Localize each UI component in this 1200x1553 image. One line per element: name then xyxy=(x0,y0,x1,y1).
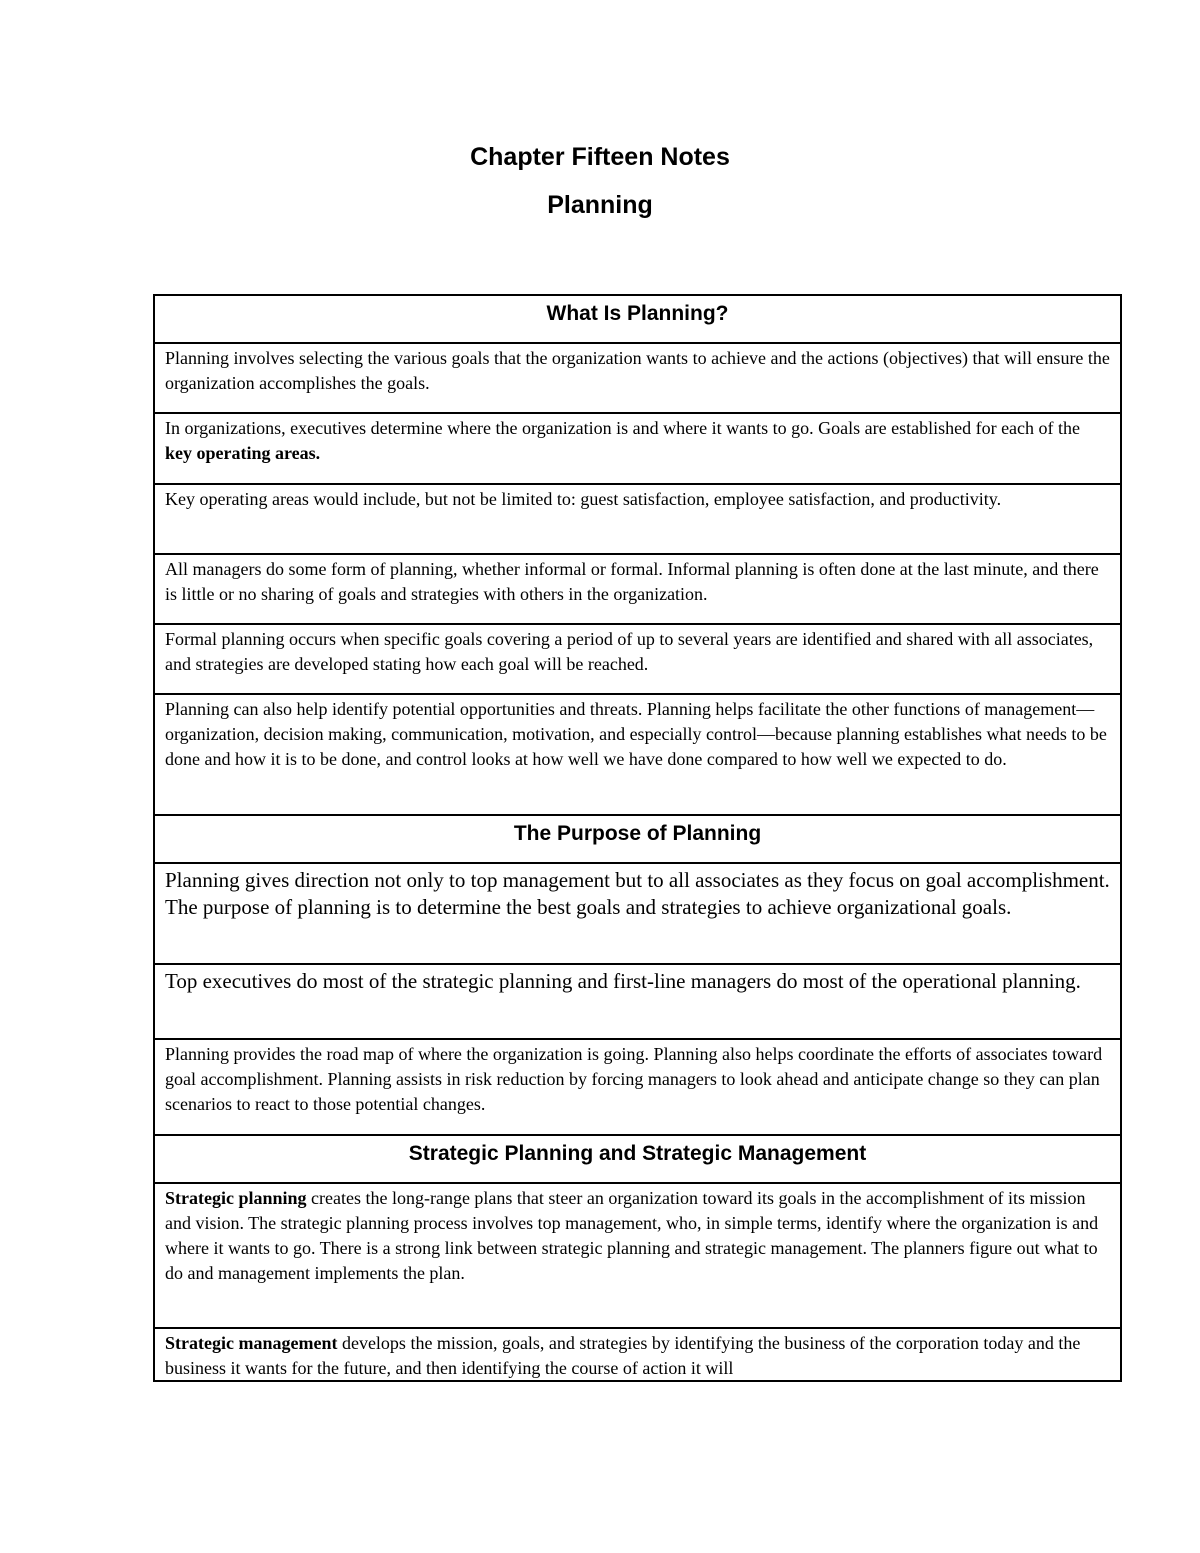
notes-table xyxy=(153,294,1122,1382)
strategic-management-term: Strategic management xyxy=(165,1333,338,1353)
row-text: In organizations, executives determine where the organization is and where it wants to go. Goals are established for each of the xyxy=(165,418,1081,438)
table-row: All managers do some form of planning, whether informal or formal. Informal planning is often done at the last minute, and there is little or no sharing of goals and strategies with others in the organization. xyxy=(155,555,1120,625)
section-heading-strategic-planning: Strategic Planning and Strategic Management xyxy=(155,1136,1120,1184)
table-row xyxy=(155,414,1120,485)
document-title: Chapter Fifteen Notes xyxy=(470,143,730,171)
table-row: Top executives do most of the strategic planning and first-line managers do most of the operational planning. xyxy=(155,965,1120,1040)
key-operating-areas-term: key operating areas. xyxy=(165,443,321,463)
table-row xyxy=(155,1184,1120,1329)
section-heading-purpose-of-planning: The Purpose of Planning xyxy=(155,816,1120,864)
strategic-planning-term: Strategic planning xyxy=(165,1188,307,1208)
row-text: creates the long-range plans that steer an organization toward its goals in the accomplishment of its mission and vision. The strategic planning process involves top management, who, in simple terms, identify where the organization is and where it wants to go. There is a strong link between strategic planning and strategic management. The planners figure out what to do and management implements the plan. xyxy=(165,1188,1099,1283)
table-row: Planning can also help identify potential opportunities and threats. Planning helps facilitate the other functions of management—organization, decision making, communication, motivation, and especially control—because planning establishes what needs to be done and how it is to be done, and control looks at how well we have done compared to how well we expected to do. xyxy=(155,695,1120,816)
document-subtitle: Planning xyxy=(547,191,653,219)
table-row: Planning involves selecting the various goals that the organization wants to achieve and the actions (objectives) that will ensure the organization accomplishes the goals. xyxy=(155,344,1120,414)
table-row: Planning gives direction not only to top management but to all associates as they focus on goal accomplishment. The purpose of planning is to determine the best goals and strategies to achieve organizational goals. xyxy=(155,864,1120,965)
table-row: Planning provides the road map of where the organization is going. Planning also helps coordinate the efforts of associates toward goal accomplishment. Planning assists in risk reduction by forcing managers to look ahead and anticipate change so they can plan scenarios to react to those potential changes. xyxy=(155,1040,1120,1136)
table-row: Key operating areas would include, but not be limited to: guest satisfaction, employee satisfaction, and productivity. xyxy=(155,485,1120,555)
section-heading-what-is-planning: What Is Planning? xyxy=(155,296,1120,344)
table-row: Formal planning occurs when specific goals covering a period of up to several years are identified and shared with all associates, and strategies are developed stating how each goal will be reached. xyxy=(155,625,1120,695)
row-text: develops the mission, goals, and strategies by identifying the business of the corporation today and the business it wants for the future, and then identifying the course of action it will xyxy=(165,1333,1081,1378)
table-row xyxy=(155,1329,1120,1382)
